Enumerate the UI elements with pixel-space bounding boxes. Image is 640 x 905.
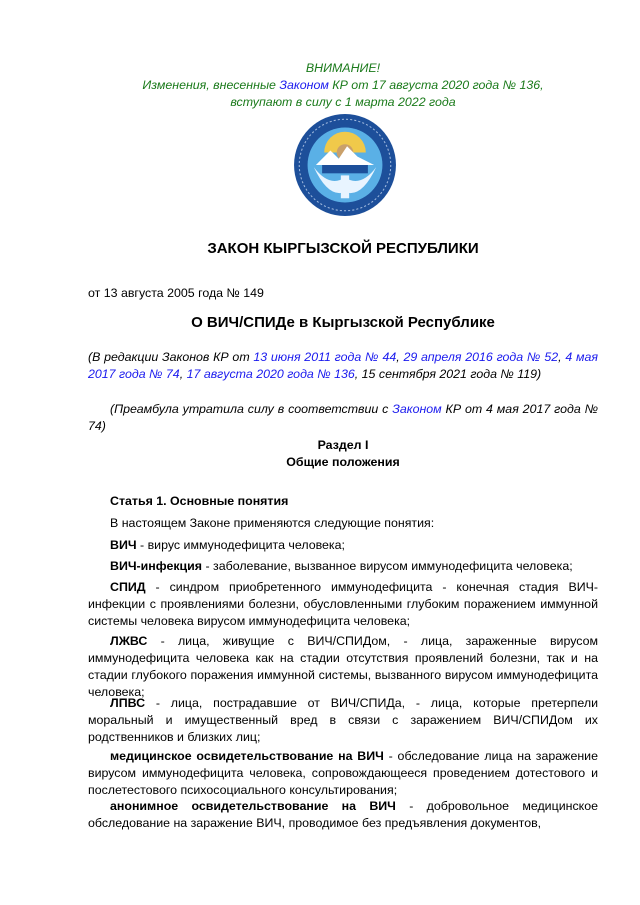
- definition: [88, 798, 598, 832]
- law-date: от 13 августа 2005 года № 149: [88, 286, 264, 300]
- definition-text: - лица, пострадавшие от ВИЧ/СПИДа, - лица, которые претерпели моральный и имущественный вред в связи с заражением ВИЧ/СПИДом их родственников и близких лиц;: [88, 696, 598, 744]
- notice-text: Изменения, внесенные: [142, 78, 280, 92]
- definition-text: - лица, живущие с ВИЧ/СПИДом, - лица, зараженные вирусом иммунодефицита человека как на стадии отсутствия проявлений болезни, так и на стадии глубокого поражения иммунной системы, вызванного вирусом иммунодефицита человека;: [88, 634, 598, 699]
- law-subtitle: О ВИЧ/СПИДе в Кыргызской Республике: [191, 314, 495, 331]
- definition-text: - заболевание, вызванное вирусом иммунодефицита человека;: [202, 559, 573, 573]
- preamble-text: (Преамбула утратила силу в соответствии с: [110, 402, 393, 416]
- term: анонимное освидетельствование на ВИЧ: [110, 799, 396, 813]
- term: СПИД: [110, 580, 146, 594]
- redaction-text: (В редакции Законов КР от: [88, 350, 254, 364]
- section-heading: [88, 437, 598, 471]
- state-emblem-icon: [293, 113, 397, 217]
- definition-text: - вирус иммунодефицита человека;: [136, 538, 345, 552]
- term: ВИЧ-инфекция: [110, 559, 203, 573]
- definition: [88, 633, 598, 701]
- law-title: ЗАКОН КЫРГЫЗСКОЙ РЕСПУБЛИКИ: [207, 240, 479, 257]
- preamble-text: КР от 4 мая 2017 года № 74): [88, 402, 599, 433]
- definition: [88, 748, 598, 799]
- amendment-link[interactable]: 29 апреля 2016 года № 52: [403, 350, 559, 364]
- notice-heading: ВНИМАНИЕ!: [305, 61, 381, 75]
- notice-line-2: вступают в силу с 1 марта 2022 года: [230, 95, 456, 109]
- law-link[interactable]: Законом: [279, 78, 329, 92]
- definition-text: - обследование лица на заражение вирусом иммунодефицита человека, сопровождающееся проведением дотестового и послетестового психосоциального консультирования;: [88, 749, 598, 797]
- term: ВИЧ: [110, 538, 137, 552]
- separator: ,: [558, 350, 566, 364]
- amendment-notice: [88, 60, 598, 111]
- section-name: Общие положения: [286, 455, 400, 469]
- definition: [88, 695, 598, 746]
- redaction-text: , 15 сентября 2021 года № 119): [354, 367, 542, 381]
- section-number: Раздел I: [317, 438, 369, 452]
- definition: [88, 579, 598, 630]
- separator: ,: [179, 367, 187, 381]
- definition: [88, 558, 598, 575]
- article-intro: В настоящем Законе применяются следующие понятия:: [110, 516, 435, 530]
- preamble-note: [88, 401, 598, 435]
- term: медицинское освидетельствование на ВИЧ: [110, 749, 384, 763]
- notice-line-1: [88, 77, 598, 94]
- article-title: Статья 1. Основные понятия: [110, 494, 289, 508]
- notice-text: КР от 17 августа 2020 года № 136,: [328, 78, 544, 92]
- law-link[interactable]: Законом: [392, 402, 442, 416]
- amendment-link[interactable]: 13 июня 2011 года № 44: [253, 350, 397, 364]
- term: ЛЖВС: [110, 634, 148, 648]
- definition-text: - добровольное медицинское обследование на заражение ВИЧ, проводимое без предъявления документов,: [88, 799, 599, 830]
- definition-text: - синдром приобретенного иммунодефицита - конечная стадия ВИЧ-инфекции с проявлениями болезни, обусловленными глубоким поражением иммунной системы человека вирусом иммунодефицита человека;: [88, 580, 598, 628]
- amendment-link[interactable]: 4 мая 2017 года № 74: [88, 350, 598, 381]
- definition: [88, 537, 598, 554]
- redaction-note: [88, 349, 598, 383]
- separator: ,: [396, 350, 404, 364]
- amendment-link[interactable]: 17 августа 2020 года № 136: [186, 367, 355, 381]
- term: ЛПВС: [110, 696, 146, 710]
